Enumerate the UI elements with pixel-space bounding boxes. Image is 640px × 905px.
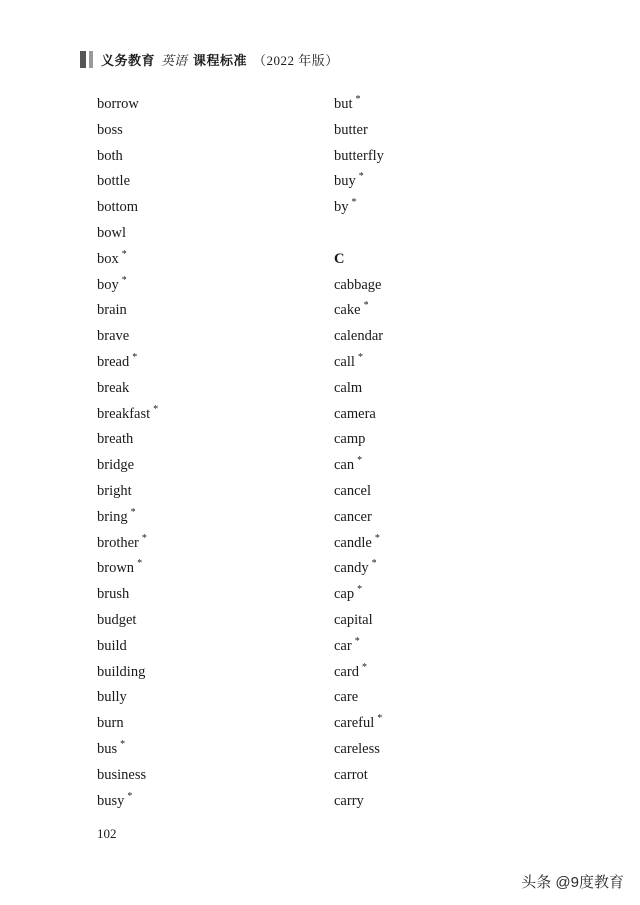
vocabulary-word: butter — [334, 121, 368, 138]
asterisk-marker: * — [357, 584, 363, 596]
vocabulary-word: calendar — [334, 328, 384, 345]
vocabulary-word: cancer — [334, 508, 372, 525]
asterisk-marker: * — [363, 300, 369, 312]
vocabulary-column-left — [97, 92, 158, 814]
vocabulary-entry — [97, 531, 158, 557]
vocabulary-word: burn — [97, 715, 124, 732]
vocabulary-entry — [334, 298, 384, 324]
vocabulary-entry — [97, 92, 158, 118]
vocabulary-word: call — [334, 353, 355, 370]
vocabulary-word: build — [97, 637, 127, 654]
vocabulary-word: breakfast — [97, 405, 151, 422]
vocabulary-entry — [97, 376, 158, 402]
vocabulary-entry — [334, 195, 384, 221]
asterisk-marker: * — [357, 351, 363, 363]
vocabulary-word: bottle — [97, 173, 131, 190]
vocabulary-word: bright — [97, 482, 132, 499]
vocabulary-word: break — [97, 379, 130, 396]
vocabulary-entry — [334, 144, 384, 170]
vocabulary-entry — [97, 505, 158, 531]
header-title-part3: 课程标准 — [193, 53, 248, 68]
vocabulary-word: but — [334, 96, 353, 112]
vocabulary-word: careful — [334, 715, 375, 732]
vocabulary-entry — [97, 118, 158, 144]
vocabulary-entry — [334, 763, 384, 789]
vocabulary-word: camp — [334, 431, 366, 448]
vocabulary-word: cabbage — [334, 276, 382, 293]
vocabulary-word: buy — [334, 173, 356, 190]
vocabulary-word: by — [334, 199, 349, 216]
vocabulary-entry — [334, 582, 384, 608]
asterisk-marker: * — [137, 558, 143, 570]
page-number: 102 — [97, 826, 117, 841]
vocabulary-entry — [97, 195, 158, 221]
asterisk-marker: * — [141, 532, 147, 544]
running-header — [80, 50, 339, 69]
vocabulary-word: brother — [97, 534, 139, 551]
vocabulary-entry — [97, 427, 158, 453]
vocabulary-column-right — [334, 92, 384, 814]
vocabulary-word: butterfly — [334, 147, 384, 164]
header-marker-icon — [80, 51, 93, 68]
asterisk-marker: * — [355, 94, 361, 105]
vocabulary-entry — [97, 479, 158, 505]
vocabulary-word: brown — [97, 560, 135, 577]
asterisk-marker: * — [127, 790, 133, 802]
vocabulary-word: cancel — [334, 482, 372, 499]
vocabulary-entry — [97, 247, 158, 273]
header-title-part1: 义务教育 — [101, 53, 156, 68]
vocabulary-entry — [334, 789, 384, 815]
vocabulary-entry — [334, 273, 384, 299]
vocabulary-entry — [334, 169, 384, 195]
vocabulary-entry — [97, 169, 158, 195]
vocabulary-word: candy — [334, 560, 369, 577]
vocabulary-entry — [97, 711, 158, 737]
vocabulary-word: cap — [334, 586, 355, 603]
vocabulary-entry — [334, 376, 384, 402]
vocabulary-word: carrot — [334, 766, 368, 783]
watermark: 头条 @9度教育 — [521, 874, 624, 891]
vocabulary-entry — [334, 453, 384, 479]
vocabulary-entry — [97, 556, 158, 582]
vocabulary-entry — [334, 92, 384, 118]
vocabulary-word: brain — [97, 302, 127, 319]
vocabulary-word: boss — [97, 121, 123, 138]
header-edition: （2022 年版） — [253, 53, 339, 68]
asterisk-marker: * — [121, 274, 127, 286]
section-letter: C — [334, 250, 345, 267]
vocabulary-entry — [97, 608, 158, 634]
vocabulary-word: bridge — [97, 457, 135, 474]
vocabulary-word: brush — [97, 586, 130, 603]
asterisk-marker: * — [121, 248, 127, 260]
vocabulary-word: business — [97, 766, 147, 783]
asterisk-marker: * — [358, 171, 364, 183]
vocabulary-word: careless — [334, 740, 380, 757]
vocabulary-entry — [97, 453, 158, 479]
vocabulary-word: bowl — [97, 224, 126, 241]
vocabulary-entry — [334, 402, 384, 428]
vocabulary-entry — [334, 505, 384, 531]
vocabulary-word: box — [97, 250, 119, 267]
vocabulary-entry — [97, 324, 158, 350]
vocabulary-word: both — [97, 147, 123, 164]
asterisk-marker: * — [132, 351, 138, 363]
vocabulary-word: camera — [334, 405, 376, 422]
vocabulary-word: budget — [97, 611, 137, 628]
vocabulary-word: busy — [97, 792, 125, 809]
vocabulary-word: can — [334, 457, 355, 474]
asterisk-marker: * — [357, 455, 363, 467]
header-title-english: 英语 — [161, 53, 188, 68]
vocabulary-entry — [97, 582, 158, 608]
vocabulary-entry — [334, 685, 384, 711]
vocabulary-entry — [97, 402, 158, 428]
vocabulary-entry — [334, 660, 384, 686]
vocabulary-entry — [97, 273, 158, 299]
vocabulary-word: bottom — [97, 199, 139, 216]
vocabulary-entry — [334, 118, 384, 144]
vocabulary-word: carry — [334, 792, 364, 809]
vocabulary-entry — [334, 556, 384, 582]
vocabulary-entry — [97, 221, 158, 247]
vocabulary-word: car — [334, 637, 352, 654]
vocabulary-word: boy — [97, 276, 119, 293]
vocabulary-entry — [97, 789, 158, 815]
asterisk-marker: * — [130, 506, 136, 518]
asterisk-marker: * — [361, 661, 367, 673]
vocabulary-entry — [97, 144, 158, 170]
vocabulary-entry — [334, 737, 384, 763]
section-letter-heading — [334, 247, 384, 273]
vocabulary-word: cake — [334, 302, 361, 319]
vocabulary-entry — [97, 685, 158, 711]
vocabulary-word: care — [334, 689, 359, 706]
vocabulary-word: bread — [97, 353, 130, 370]
vocabulary-entry — [97, 298, 158, 324]
vocabulary-word: candle — [334, 534, 372, 551]
vocabulary-entry — [97, 737, 158, 763]
vocabulary-word: building — [97, 663, 146, 680]
asterisk-marker: * — [153, 403, 159, 415]
vocabulary-word: calm — [334, 379, 363, 396]
asterisk-marker: * — [120, 738, 126, 750]
vocabulary-entry — [97, 350, 158, 376]
vocabulary-word: bus — [97, 740, 118, 757]
vocabulary-word: borrow — [97, 96, 139, 112]
vocabulary-entry — [334, 531, 384, 557]
asterisk-marker: * — [351, 197, 357, 209]
asterisk-marker: * — [354, 635, 360, 647]
vocabulary-entry — [97, 660, 158, 686]
asterisk-marker: * — [377, 713, 383, 725]
vocabulary-entry — [334, 711, 384, 737]
vocabulary-entry — [334, 479, 384, 505]
vocabulary-word: bring — [97, 508, 128, 525]
vocabulary-entry — [334, 350, 384, 376]
vocabulary-entry — [97, 634, 158, 660]
vocabulary-word: capital — [334, 611, 373, 628]
vocabulary-word: breath — [97, 431, 134, 448]
vocabulary-entry — [334, 324, 384, 350]
vocabulary-word: card — [334, 663, 359, 680]
vocabulary-word: bully — [97, 689, 127, 706]
vocabulary-entry — [334, 634, 384, 660]
blank-row — [334, 221, 384, 247]
vocabulary-word: brave — [97, 328, 130, 345]
vocabulary-entry — [334, 427, 384, 453]
vocabulary-entry — [334, 608, 384, 634]
asterisk-marker: * — [374, 532, 380, 544]
asterisk-marker: * — [371, 558, 377, 570]
vocabulary-entry — [97, 763, 158, 789]
